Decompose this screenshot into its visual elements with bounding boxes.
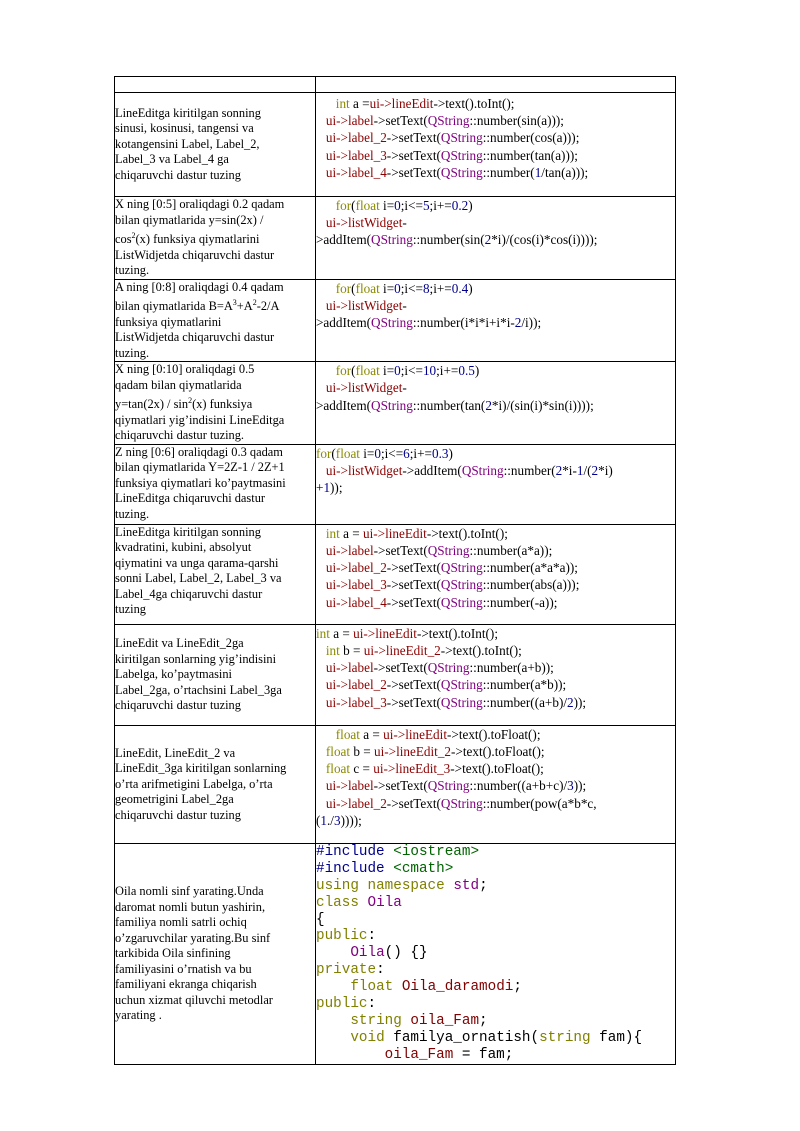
code-line: public: xyxy=(316,928,377,945)
code-line: ui->listWidget- xyxy=(325,380,407,396)
task-cell xyxy=(115,725,316,843)
task-text-line: bilan qiymatlarida y=sin(2x) / xyxy=(115,212,264,227)
code-line: ui->label->setText(QString::number(a+b)); xyxy=(325,660,554,676)
code-line: #include <cmath> xyxy=(316,860,454,877)
code-line: ui->label_2->setText(QString::number(a*a*a)); xyxy=(325,560,578,576)
task-text-line: LineEditga kiritilgan sonning xyxy=(115,524,261,539)
code-line: >addItem(QString::number(i*i*i+i*i-2/i)); xyxy=(316,315,542,331)
task-text-line: o’zgaruvchilar yarating.Bu sinf xyxy=(115,930,271,945)
task-cell xyxy=(115,843,316,1064)
table-row xyxy=(115,624,676,725)
task-text-line: ListWidjetda chiqaruvchi dastur xyxy=(115,247,275,262)
code-line: #include <iostream> xyxy=(316,843,480,860)
task-text-line: LineEdit va LineEdit_2ga xyxy=(115,636,244,651)
task-text-line: bilan qiymatlarida Y=2Z-1 / 2Z+1 xyxy=(115,460,285,475)
task-cell xyxy=(115,77,316,93)
task-text-line: LineEditga chiqaruvchi dastur xyxy=(115,491,266,506)
code-line: float b = ui->lineEdit_2->text().toFloat(); xyxy=(325,744,545,760)
task-text-line: kiritilgan sonlarning yig’indisini xyxy=(115,651,277,666)
task-text-line: familiya nomli satrli ochiq xyxy=(115,915,247,930)
task-text-line: Label_4ga chiqaruvchi dastur xyxy=(115,586,263,601)
code-line: ui->label_2->setText(QString::number(pow(a*b*c, xyxy=(325,795,597,811)
code-line: ui->label->setText(QString::number(a*a)); xyxy=(325,543,553,559)
table-row xyxy=(115,93,676,197)
code-line: class Oila xyxy=(316,894,402,911)
code-line: Oila() {} xyxy=(350,945,428,962)
task-cell xyxy=(115,93,316,197)
task-text-line: $y=\tan(2x) / \sin^2(x)$ funksiya xyxy=(115,396,253,412)
code-line: >addItem(QString::number(sin(2*i)/(cos(i)*cos(i)))); xyxy=(316,232,598,248)
code-line: { xyxy=(316,911,325,928)
code-line: ui->label_2->setText(QString::number(cos(a))); xyxy=(325,130,580,146)
code-cell xyxy=(316,197,676,280)
code-line: ui->listWidget->addItem(QString::number(2*i-1/(2*i) xyxy=(325,463,613,479)
task-cell xyxy=(115,362,316,445)
code-line: ui->label->setText(QString::number((a+b+c)/3)); xyxy=(325,778,587,794)
task-cell xyxy=(115,524,316,624)
task-text-line: sonni Label, Label_2, Label_3 va xyxy=(115,571,282,586)
task-text-line: Label_3 va Label_4 ga xyxy=(115,152,229,167)
code-line: for(float i=0;i<=10;i+=0.5) xyxy=(335,363,480,379)
code-line: string oila_Fam; xyxy=(350,1012,488,1029)
task-text-line: qiymatini va unga qarama-qarshi xyxy=(115,555,279,570)
task-text-line: chiqaruvchi dastur tuzing xyxy=(115,167,241,182)
task-text-line: qiymatlari yig’indisini LineEditga xyxy=(115,412,285,427)
code-line: using namespace std; xyxy=(316,877,488,894)
code-line: public: xyxy=(316,996,377,1013)
task-cell xyxy=(115,444,316,524)
code-line: int b = ui->lineEdit_2->text().toInt(); xyxy=(325,643,522,659)
code-line: ui->label_2->setText(QString::number(a*b)); xyxy=(325,677,567,693)
code-line: ui->label->setText(QString::number(sin(a))); xyxy=(325,113,564,129)
task-text-line: Oila nomli sinf yarating.Unda xyxy=(115,884,264,899)
code-line: >addItem(QString::number(tan(2*i)/(sin(i)*sin(i)))); xyxy=(316,397,594,413)
task-text-line: A ning [0:8] oraliqdagi 0.4 qadam xyxy=(115,279,284,294)
task-text-line: LineEdit, LineEdit_2 va xyxy=(115,745,236,760)
code-line: int a =ui->lineEdit->text().toInt(); xyxy=(335,96,515,111)
code-cell xyxy=(316,279,676,362)
code-line: ui->label_3->setText(QString::number(tan(a))); xyxy=(325,147,578,163)
task-text-line: uchun xizmat qiluvchi metodlar xyxy=(115,992,273,1007)
table-row xyxy=(115,197,676,280)
task-text-line: Z ning [0:6] oraliqdagi 0.3 qadam xyxy=(115,444,283,459)
table-row xyxy=(115,444,676,524)
task-text-line: Label_2ga, o’rtachsini Label_3ga xyxy=(115,682,282,697)
task-text-line: tuzing. xyxy=(115,263,150,278)
task-text-line: X ning [0:10] oraliqdagi 0.5 xyxy=(115,362,255,377)
table-row xyxy=(115,843,676,1064)
code-line: ui->label_4->setText(QString::number(1/tan(a))); xyxy=(325,164,589,180)
code-line: int a = ui->lineEdit->text().toInt(); xyxy=(325,525,508,541)
code-line: for(float i=0;i<=6;i+=0.3) xyxy=(316,445,453,461)
code-line: +1)); xyxy=(316,480,343,496)
code-line: ui->label_3->setText(QString::number(abs(a))); xyxy=(325,577,580,593)
task-text-line: Labelga, ko’paytmasini xyxy=(115,667,232,682)
task-text-line: tarkibida Oila sinfining xyxy=(115,946,231,961)
code-line: ui->label_3->setText(QString::number((a+b)/2)); xyxy=(325,694,587,710)
task-text-line: tuzing xyxy=(115,602,146,617)
table-row xyxy=(115,524,676,624)
task-text-line: yarating . xyxy=(115,1008,162,1023)
code-cell xyxy=(316,725,676,843)
task-text-line: qadam bilan qiymatlarida xyxy=(115,377,242,392)
task-table xyxy=(114,76,676,1065)
table-row xyxy=(115,77,676,93)
code-line: float a = ui->lineEdit->text().toFloat(); xyxy=(335,726,541,742)
code-line: oila_Fam = fam; xyxy=(384,1046,514,1063)
task-cell xyxy=(115,197,316,280)
code-line: private: xyxy=(316,962,385,979)
task-text-line: familiyani ekranga chiqarish xyxy=(115,977,257,992)
code-line: ui->label_4->setText(QString::number(-a)); xyxy=(325,594,558,610)
code-cell xyxy=(316,524,676,624)
task-cell xyxy=(115,279,316,362)
task-text-line: LineEdit_3ga kiritilgan sonlarning xyxy=(115,761,287,776)
task-text-line: bilan qiymatlarida $B=A^3+A^2-2/A$ xyxy=(115,298,280,314)
code-cell xyxy=(316,444,676,524)
table-row xyxy=(115,362,676,445)
task-text-line: chiqaruvchi dastur tuzing. xyxy=(115,428,245,443)
code-line: for(float i=0;i<=5;i+=0.2) xyxy=(335,198,473,213)
code-cell xyxy=(316,624,676,725)
code-line: float c = ui->lineEdit_3->text().toFloat(); xyxy=(325,761,544,777)
task-text-line: sinusi, kosinusi, tangensi va xyxy=(115,121,254,136)
code-line: void familya_ornatish(string fam){ xyxy=(350,1029,643,1046)
task-text-line: funksiya qiymatlari ko’paytmasini xyxy=(115,475,286,490)
task-text-line: LineEditga kiritilgan sonning xyxy=(115,105,261,120)
code-line: ui->listWidget- xyxy=(325,215,407,231)
task-text-line: kotangensini Label, Label_2, xyxy=(115,136,260,151)
task-text-line: kvadratini, kubini, absolyut xyxy=(115,540,252,555)
code-line: float Oila_daramodi; xyxy=(350,979,522,996)
code-line: ui->listWidget- xyxy=(325,297,407,313)
task-cell xyxy=(115,624,316,725)
code-line: (1./3)))); xyxy=(316,812,362,828)
code-cell xyxy=(316,362,676,445)
code-line: for(float i=0;i<=8;i+=0.4) xyxy=(335,280,473,296)
task-text-line: X ning [0:5] oraliqdagi 0.2 qadam xyxy=(115,197,285,211)
table-row xyxy=(115,725,676,843)
code-line: int a = ui->lineEdit->text().toInt(); xyxy=(316,625,498,641)
code-cell xyxy=(316,77,676,93)
task-text-line: funksiya qiymatlarini xyxy=(115,314,222,329)
task-text-line: familiyasini o’rnatish va bu xyxy=(115,961,252,976)
code-cell xyxy=(316,93,676,197)
task-text-line: tuzing. xyxy=(115,345,150,360)
task-text-line: ListWidjetda chiqaruvchi dastur xyxy=(115,330,275,345)
task-text-line: o’rta arifmetigini Labelga, o’rta xyxy=(115,776,273,791)
table-row xyxy=(115,279,676,362)
task-text-line: $\cos^2(x)$ funksiya qiymatlarini xyxy=(115,231,260,247)
task-text-line: chiqaruvchi dastur tuzing xyxy=(115,807,241,822)
task-text-line: tuzing. xyxy=(115,506,150,521)
code-cell xyxy=(316,843,676,1064)
task-text-line: geometrigini Label_2ga xyxy=(115,792,234,807)
task-text-line: daromat nomli butun yashirin, xyxy=(115,899,266,914)
task-text-line: chiqaruvchi dastur tuzing xyxy=(115,698,241,713)
